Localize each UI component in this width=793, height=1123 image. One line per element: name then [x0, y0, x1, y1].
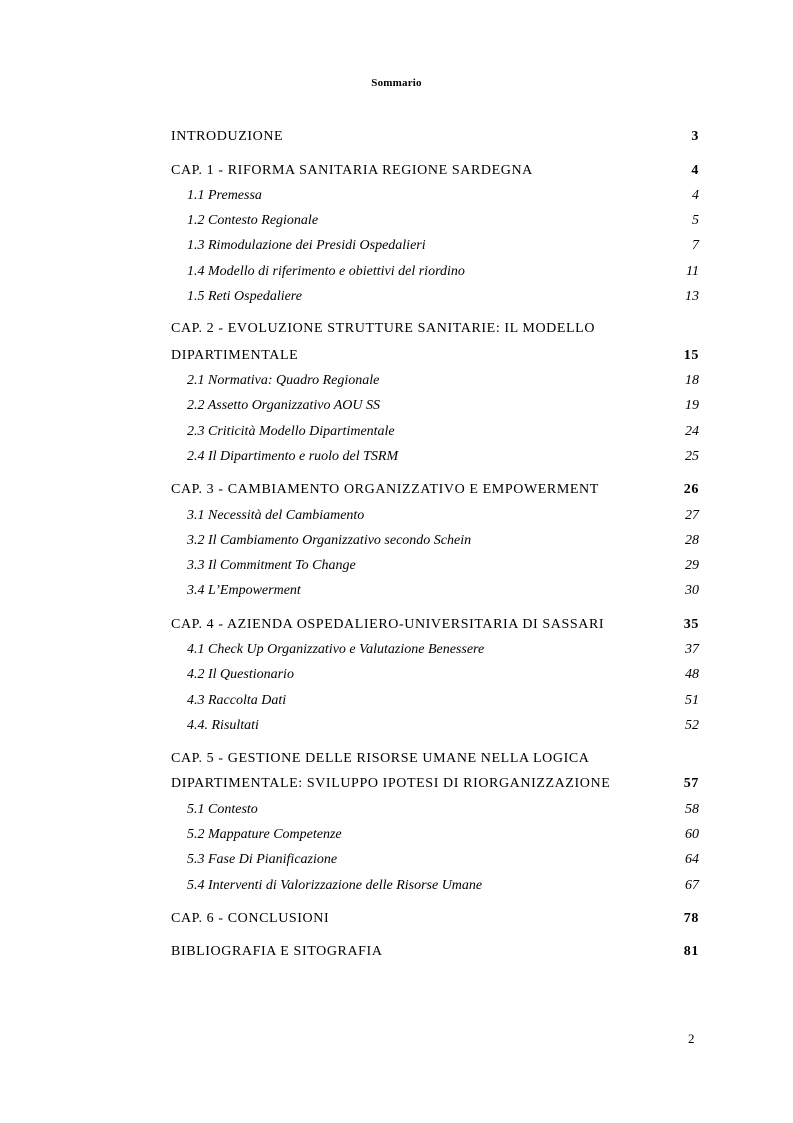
toc-entry-label: CAP. 2 - EVOLUZIONE STRUTTURE SANITARIE: IL MODELLO	[171, 321, 596, 336]
toc-subentry[interactable]	[171, 398, 699, 418]
toc-subentry-page: 5	[692, 213, 699, 228]
toc-entry-page: 57	[683, 776, 699, 791]
toc-entry-label: BIBLIOGRAFIA E SITOGRAFIA	[171, 944, 383, 959]
toc-subentry-label: 2.1 Normativa: Quadro Regionale	[187, 373, 380, 388]
toc-subentry-label: 4.4. Risultati	[187, 718, 259, 733]
toc-subentry-page: 58	[685, 802, 699, 817]
page-number: 2	[688, 1031, 695, 1046]
toc-entry-label: DIPARTIMENTALE	[171, 348, 299, 363]
toc-entry-label: CAP. 5 - GESTIONE DELLE RISORSE UMANE NELLA LOGICA	[171, 751, 590, 766]
page-title: Sommario	[371, 77, 422, 89]
toc-subentry-page: 7	[692, 238, 699, 253]
toc-entry-label: INTRODUZIONE	[171, 129, 284, 144]
toc-subentry[interactable]	[171, 583, 699, 603]
toc-subentry[interactable]	[171, 718, 699, 738]
toc-entry-page: 35	[683, 617, 699, 632]
toc-subentry[interactable]	[171, 667, 699, 687]
toc-entry-bibliografia[interactable]	[171, 944, 699, 964]
toc-subentry-label: 3.4 L’Empowerment	[187, 583, 301, 598]
toc-entry-label: CAP. 3 - CAMBIAMENTO ORGANIZZATIVO E EMPOWERMENT	[171, 482, 599, 497]
toc-subentry[interactable]	[171, 802, 699, 822]
toc-subentry-label: 1.4 Modello di riferimento e obiettivi del riordino	[187, 264, 465, 279]
toc-subentry-page: 28	[685, 533, 699, 548]
toc-entry-cap4[interactable]	[171, 617, 699, 637]
toc-subentry[interactable]	[171, 188, 699, 208]
toc-subentry-label: 2.4 Il Dipartimento e ruolo del TSRM	[187, 449, 399, 464]
toc-subentry-label: 1.1 Premessa	[187, 188, 262, 203]
toc-entry-cap5-line1[interactable]	[171, 751, 699, 771]
toc-subentry-page: 25	[685, 449, 699, 464]
toc-entry-label: CAP. 1 - RIFORMA SANITARIA REGIONE SARDEGNA	[171, 163, 533, 178]
toc-subentry[interactable]	[171, 449, 699, 469]
toc-subentry[interactable]	[171, 289, 699, 309]
toc-entry-page: 4	[691, 163, 699, 178]
toc-entry-label: DIPARTIMENTALE: SVILUPPO IPOTESI DI RIORGANIZZAZIONE	[171, 776, 611, 791]
toc-entry-label: CAP. 6 - CONCLUSIONI	[171, 911, 330, 926]
toc-entry-introduzione[interactable]	[171, 129, 699, 149]
toc-subentry-page: 11	[686, 264, 699, 279]
toc-entry-cap5-line2[interactable]	[171, 776, 699, 796]
toc-entry-cap2-line2[interactable]	[171, 348, 699, 368]
toc-entry-page: 15	[683, 348, 699, 363]
toc-subentry-page: 37	[685, 642, 699, 657]
toc-subentry[interactable]	[171, 213, 699, 233]
toc-entry-cap2-line1[interactable]	[171, 321, 699, 341]
toc-subentry-page: 29	[685, 558, 699, 573]
toc-subentry-label: 1.5 Reti Ospedaliere	[187, 289, 302, 304]
toc-subentry[interactable]	[171, 238, 699, 258]
toc-subentry-page: 51	[685, 693, 699, 708]
toc-subentry[interactable]	[171, 508, 699, 528]
toc-subentry[interactable]	[171, 424, 699, 444]
toc-subentry-label: 3.3 Il Commitment To Change	[187, 558, 356, 573]
toc-subentry-page: 64	[685, 852, 699, 867]
toc-subentry-page: 52	[685, 718, 699, 733]
toc-subentry-label: 4.3 Raccolta Dati	[187, 693, 287, 708]
toc-subentry[interactable]	[171, 558, 699, 578]
toc-subentry[interactable]	[171, 878, 699, 898]
toc-subentry-label: 5.3 Fase Di Pianificazione	[187, 852, 338, 867]
toc-entry-cap1[interactable]	[171, 163, 699, 183]
toc-subentry-page: 24	[685, 424, 699, 439]
toc-subentry-label: 3.1 Necessità del Cambiamento	[187, 508, 365, 523]
toc-subentry-page: 19	[685, 398, 699, 413]
toc-subentry[interactable]	[171, 642, 699, 662]
toc-subentry-page: 18	[685, 373, 699, 388]
toc-subentry-label: 1.2 Contesto Regionale	[187, 213, 319, 228]
toc-subentry[interactable]	[171, 852, 699, 872]
toc-subentry-label: 5.4 Interventi di Valorizzazione delle Risorse Umane	[187, 878, 483, 893]
toc-subentry[interactable]	[171, 827, 699, 847]
toc-subentry-page: 67	[685, 878, 699, 893]
toc-entry-cap6[interactable]	[171, 911, 699, 931]
toc-subentry[interactable]	[171, 373, 699, 393]
toc-subentry-label: 3.2 Il Cambiamento Organizzativo secondo Schein	[187, 533, 472, 548]
toc-entry-page: 78	[683, 911, 699, 926]
toc-subentry-label: 2.3 Criticità Modello Dipartimentale	[187, 424, 395, 439]
toc-entry-label: CAP. 4 - AZIENDA OSPEDALIERO-UNIVERSITARIA DI SASSARI	[171, 617, 605, 632]
toc-subentry-page: 13	[685, 289, 699, 304]
toc-entry-cap3[interactable]	[171, 482, 699, 502]
toc-subentry[interactable]	[171, 693, 699, 713]
toc-subentry-page: 30	[685, 583, 699, 598]
toc-subentry[interactable]	[171, 533, 699, 553]
toc-subentry-page: 27	[685, 508, 699, 523]
toc-entry-page: 81	[683, 944, 699, 959]
toc-subentry-page: 48	[685, 667, 699, 682]
toc-subentry-label: 5.1 Contesto	[187, 802, 258, 817]
toc-entry-page: 26	[683, 482, 699, 497]
toc-subentry-page: 4	[692, 188, 699, 203]
toc-subentry-label: 2.2 Assetto Organizzativo AOU SS	[187, 398, 381, 413]
toc-subentry-label: 4.1 Check Up Organizzativo e Valutazione Benessere	[187, 642, 485, 657]
toc-subentry-label: 4.2 Il Questionario	[187, 667, 294, 682]
toc-subentry[interactable]	[171, 264, 699, 284]
toc-subentry-label: 5.2 Mappature Competenze	[187, 827, 342, 842]
toc-entry-page: 3	[691, 129, 699, 144]
toc-subentry-label: 1.3 Rimodulazione dei Presidi Ospedalieri	[187, 238, 426, 253]
toc-subentry-page: 60	[685, 827, 699, 842]
